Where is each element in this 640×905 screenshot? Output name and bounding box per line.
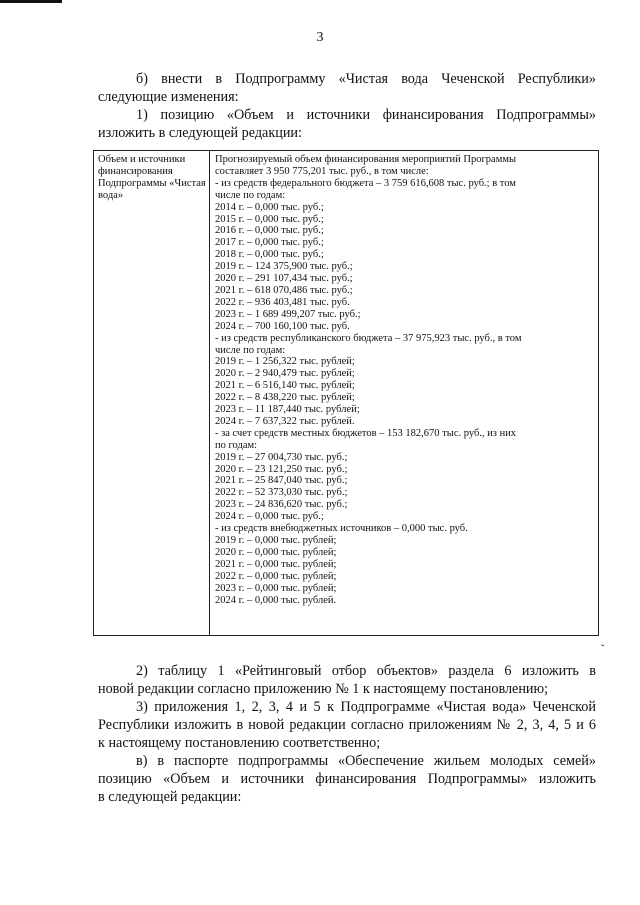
intro-line: изложить в следующей редакции: — [98, 125, 302, 141]
table-line: - из средств республиканского бюджета – 37 975,923 тыс. руб., в том — [215, 332, 522, 344]
table-line: 2024 г. – 700 160,100 тыс. руб. — [215, 320, 350, 332]
body-line: в следующей редакции: — [98, 789, 242, 805]
table-line: по годам: — [215, 439, 258, 451]
intro-line: следующие изменения: — [98, 89, 239, 105]
table-line: 2018 г. – 0,000 тыс. руб.; — [215, 249, 324, 261]
body-line: 2) таблицу 1 «Рейтинговый отбор объектов» раздела 6 изложить в — [136, 663, 596, 679]
table-line: 2021 г. – 0,000 тыс. рублей; — [215, 558, 337, 570]
intro-line: б) внести в Подпрограмму «Чистая вода Чеченской Республики» — [136, 71, 596, 87]
body-line: позицию «Объем и источники финансирования Подпрограммы» изложить — [98, 771, 596, 787]
table-line: 2020 г. – 291 107,434 тыс. руб.; — [215, 273, 353, 285]
after-paragraphs — [98, 662, 596, 806]
financing-table — [93, 150, 599, 636]
body-line: к настоящему постановлению соответственно; — [98, 735, 381, 751]
table-line: 2024 г. – 0,000 тыс. руб.; — [215, 511, 324, 523]
margin-mark: ˇ — [601, 644, 605, 655]
table-line: 2015 г. – 0,000 тыс. руб.; — [215, 213, 324, 225]
table-line: 2022 г. – 8 438,220 тыс. рублей; — [215, 392, 355, 404]
body-line: Республики изложить в новой редакции согласно приложениям № 2, 3, 4, 5 и 6 — [98, 717, 596, 733]
table-line: 2020 г. – 23 121,250 тыс. руб.; — [215, 463, 348, 475]
table-line: 2019 г. – 124 375,900 тыс. руб.; — [215, 261, 353, 273]
table-line: 2023 г. – 24 836,620 тыс. руб.; — [215, 499, 348, 511]
table-line: 2019 г. – 1 256,322 тыс. рублей; — [215, 356, 355, 368]
table-line: числе по годам: — [215, 189, 286, 201]
table-line: 2017 г. – 0,000 тыс. руб.; — [215, 237, 324, 249]
intro-paragraph — [98, 70, 596, 142]
table-line: числе по годам: — [215, 344, 286, 356]
table-line: 2023 г. – 11 187,440 тыс. рублей; — [215, 404, 360, 416]
table-line: - из средств федерального бюджета – 3 759 616,608 тыс. руб.; в том — [215, 177, 516, 189]
table-left-cell: Объем и источники финансирования Подпрограммы «Чистая вода» — [98, 154, 206, 201]
table-line: составляет 3 950 775,201 тыс. руб., в том числе: — [215, 165, 429, 177]
column-divider — [209, 151, 210, 635]
table-line: 2023 г. – 1 689 499,207 тыс. руб.; — [215, 308, 361, 320]
table-line: 2023 г. – 0,000 тыс. рублей; — [215, 582, 337, 594]
table-line: 2014 г. – 0,000 тыс. руб.; — [215, 201, 324, 213]
table-line: 2019 г. – 0,000 тыс. рублей; — [215, 535, 337, 546]
table-line: 2024 г. – 0,000 тыс. рублей. — [215, 594, 337, 606]
table-line: 2020 г. – 2 940,479 тыс. рублей; — [215, 368, 355, 380]
table-line: Прогнозируемый объем финансирования мероприятий Программы — [215, 154, 517, 165]
table-line: 2016 г. – 0,000 тыс. руб.; — [215, 225, 324, 237]
table-line: 2022 г. – 52 373,030 тыс. руб.; — [215, 487, 348, 499]
table-line: 2024 г. – 7 637,322 тыс. рублей. — [215, 415, 355, 427]
table-line: 2021 г. – 6 516,140 тыс. рублей; — [215, 380, 355, 392]
table-line: 2020 г. – 0,000 тыс. рублей; — [215, 546, 337, 558]
body-line: в) в паспорте подпрограммы «Обеспечение жильем молодых семей» — [136, 753, 596, 769]
table-line: 2022 г. – 936 403,481 тыс. руб. — [215, 296, 350, 308]
page-number: 3 — [316, 30, 324, 45]
table-line: - из средств внебюджетных источников – 0,000 тыс. руб. — [215, 523, 468, 535]
table-line: 2019 г. – 27 004,730 тыс. руб.; — [215, 451, 348, 463]
table-line: - за счет средств местных бюджетов – 153 182,670 тыс. руб., из них — [215, 427, 517, 439]
body-line: новой редакции согласно приложению № 1 к настоящему постановлению; — [98, 681, 549, 697]
top-rule — [0, 0, 62, 3]
body-line: 3) приложения 1, 2, 3, 4 и 5 к Подпрограмме «Чистая вода» Чеченской — [136, 699, 596, 715]
table-line: 2022 г. – 0,000 тыс. рублей; — [215, 570, 337, 582]
table-line: 2021 г. – 25 847,040 тыс. руб.; — [215, 475, 348, 487]
table-right-cell — [215, 154, 595, 606]
table-line: 2021 г. – 618 070,486 тыс. руб.; — [215, 284, 353, 296]
intro-line: 1) позицию «Объем и источники финансирования Подпрограммы» — [136, 107, 596, 123]
